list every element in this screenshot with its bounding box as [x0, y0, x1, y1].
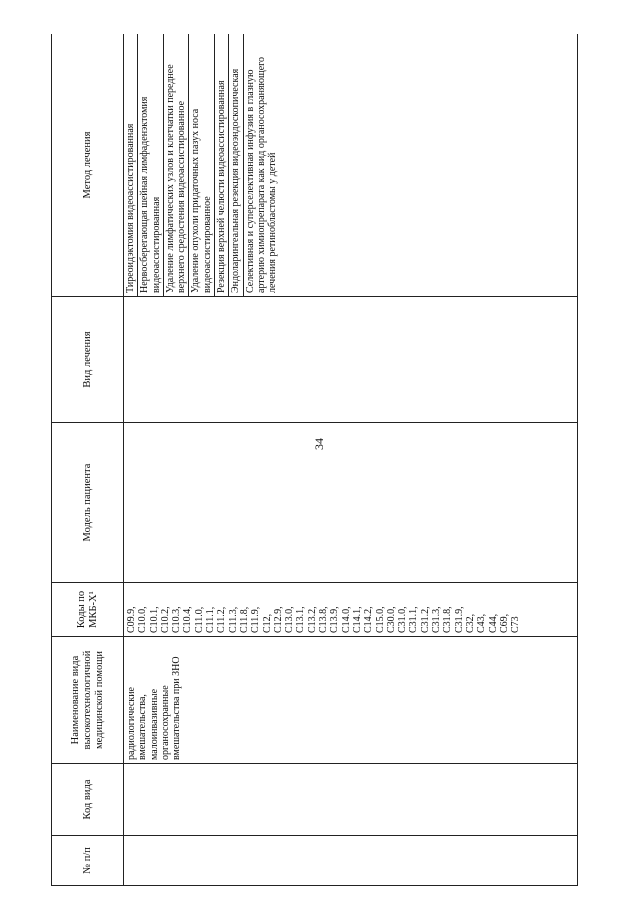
- icd-code: C10.1,: [148, 606, 160, 633]
- icd-code: C31.2,: [419, 606, 431, 633]
- treatment-table: [51, 34, 578, 886]
- icd-code: C11.9,: [250, 606, 262, 633]
- icd-code: C30.0,: [385, 606, 397, 633]
- icd-code: C13.2,: [306, 606, 318, 633]
- method-item: Селективная и суперселективная инфузия в глазную артерию химиопрепарата как вид органосохраняющего лечения ретинобластомы у детей: [244, 56, 279, 293]
- rotated-table-container: [51, 34, 578, 886]
- icd-code: C13.0,: [284, 606, 296, 633]
- method-item: Резекция верхней челюсти видеоассистированная: [215, 34, 229, 296]
- icd-code: C12,: [261, 613, 273, 633]
- method-item: Эндоларингеальная резекция видеоэндоскопическая: [229, 34, 243, 296]
- header-row: [52, 34, 124, 886]
- icd-code: C14.0,: [340, 606, 352, 633]
- header-treatment-type: Вид лечения: [52, 297, 124, 423]
- cell-name: радиологические вмешательства, малоинвазивные органосохранные вмешательства при ЗНО: [124, 637, 578, 764]
- icd-code: C31.9,: [453, 606, 465, 633]
- icd-code: C31.3,: [431, 606, 443, 633]
- header-method: Метод лечения: [52, 34, 124, 297]
- header-patient-model: Модель пациента: [52, 423, 124, 583]
- header-codes: Коды по МКБ-X¹: [52, 583, 124, 637]
- header-num: № п/п: [52, 836, 124, 886]
- icd-code: C14.2,: [363, 606, 375, 633]
- cell-patient-model: [124, 423, 578, 583]
- icd-code: C10.4,: [182, 606, 194, 633]
- icd-code: C10.3,: [171, 606, 183, 633]
- header-name: Наименование вида высокотехнологичной медицинской помощи: [52, 637, 124, 764]
- cell-treatment-type: [124, 297, 578, 423]
- icd-code: C15.0,: [374, 606, 386, 633]
- icd-code: C14.1,: [351, 606, 363, 633]
- icd-code: C11.1,: [205, 606, 217, 633]
- rotated-page-area: [51, 34, 578, 886]
- icd-code: C09.9,: [126, 606, 137, 633]
- icd-code: C43,: [476, 613, 488, 633]
- icd-code: C31.1,: [408, 606, 420, 633]
- icd-code: C11.0,: [193, 606, 205, 633]
- method-item: Нервосберегающая шейная лимфаденэктомия видеоассистированная: [138, 34, 164, 296]
- icd-code: C31.0,: [397, 606, 409, 633]
- page-number: 34: [312, 438, 326, 450]
- cell-kind-code: [124, 764, 578, 836]
- icd-code: C11.3,: [227, 606, 239, 633]
- icd-code: C11.8,: [238, 606, 250, 633]
- icd-code: C31.8,: [442, 606, 454, 633]
- icd-code: C11.2,: [216, 606, 228, 633]
- icd-code: C44,: [487, 613, 499, 633]
- icd-code: C73: [510, 616, 522, 633]
- method-item: Удаление опухоли придаточных пазух носа видеоассистированное: [189, 34, 215, 296]
- icd-code: C13.8,: [318, 606, 330, 633]
- method-item: Удаление лимфатических узлов и клетчатки переднее верхнего средостения видеоассистированное: [164, 34, 190, 296]
- cell-codes: [124, 583, 578, 637]
- icd-code: C10.0,: [137, 606, 149, 633]
- icd-code-list: [126, 586, 521, 633]
- method-list: [124, 34, 280, 296]
- icd-code: C13.9,: [329, 606, 341, 633]
- cell-num: [124, 836, 578, 886]
- icd-code: C13.1,: [295, 606, 307, 633]
- icd-code: C69,: [498, 613, 510, 633]
- icd-code: C10.2,: [159, 606, 171, 633]
- icd-code: C32,: [464, 613, 476, 633]
- cell-method: [124, 34, 578, 297]
- icd-code: C12.9,: [272, 606, 284, 633]
- header-kind-code: Код вида: [52, 764, 124, 836]
- table-row: [124, 34, 578, 886]
- method-item: Тиреоидэктомия видеоассистированная: [124, 34, 138, 296]
